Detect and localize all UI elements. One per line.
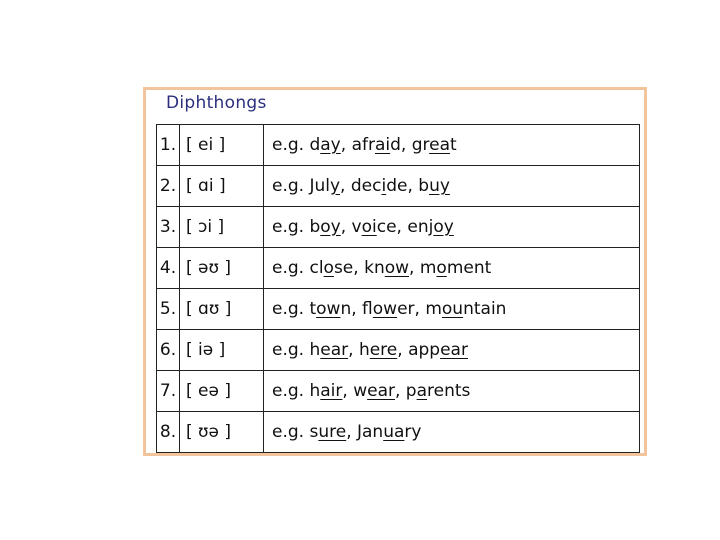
examples-cell: e.g. boy, voice, enjoy	[264, 207, 640, 248]
word-part: w	[353, 381, 368, 401]
underlined-letters: ou	[441, 299, 464, 319]
row-number: 4.	[157, 248, 180, 289]
word-part: se	[333, 258, 354, 278]
word-part: gr	[411, 135, 430, 155]
word-part: Jan	[357, 422, 384, 442]
example-word	[351, 176, 408, 196]
example-word	[408, 340, 468, 360]
word-part: dec	[350, 176, 382, 196]
underlined-letters: ear	[320, 340, 349, 360]
example-word	[418, 176, 450, 196]
word-part: cl	[309, 258, 324, 278]
eg-label: e.g.	[272, 299, 305, 319]
examples-cell: e.g. hair, wear, parents	[264, 371, 640, 412]
word-part: kn	[364, 258, 385, 278]
example-word	[309, 340, 348, 360]
word-part: b	[309, 217, 321, 237]
word-part: ry	[404, 422, 422, 442]
underlined-letters: oy	[433, 217, 454, 237]
diphthongs-table	[156, 124, 640, 453]
table-row	[157, 330, 640, 371]
example-word	[309, 176, 340, 196]
word-part: er	[397, 299, 415, 319]
underlined-letters: ow	[372, 299, 398, 319]
underlined-letters: oy	[320, 217, 341, 237]
row-number: 5.	[157, 289, 180, 330]
eg-label: e.g.	[272, 422, 305, 442]
example-word	[309, 258, 353, 278]
word-part: b	[418, 176, 430, 196]
example-word	[425, 299, 506, 319]
diphthongs-card	[143, 87, 647, 456]
examples-cell: e.g. hear, here, appear	[264, 330, 640, 371]
eg-label: e.g.	[272, 381, 305, 401]
phonetic-symbol: [ eə ]	[180, 371, 264, 412]
eg-label: e.g.	[272, 135, 305, 155]
word-part: afr	[351, 135, 375, 155]
word-part: ce	[376, 217, 397, 237]
underlined-letters: ow	[316, 299, 341, 319]
word-part: s	[309, 422, 319, 442]
underlined-letters: o	[323, 258, 334, 278]
word-part: h	[309, 340, 321, 360]
example-word	[407, 217, 453, 237]
word-part: h	[358, 340, 370, 360]
phonetic-symbol: [ əʊ ]	[180, 248, 264, 289]
word-part: rents	[427, 381, 471, 401]
phonetic-symbol: [ ɑi ]	[180, 166, 264, 207]
example-word	[309, 217, 340, 237]
underlined-letters: ere	[369, 340, 398, 360]
underlined-letters: a	[416, 381, 428, 401]
phonetic-symbol: [ iə ]	[180, 330, 264, 371]
word-part: ntain	[463, 299, 507, 319]
word-part: enj	[407, 217, 434, 237]
table-row	[157, 248, 640, 289]
row-number: 2.	[157, 166, 180, 207]
example-word	[352, 217, 397, 237]
word-part: m	[419, 258, 437, 278]
eg-label: e.g.	[272, 258, 305, 278]
underlined-letters: o	[436, 258, 447, 278]
example-word	[406, 381, 471, 401]
example-word	[309, 422, 346, 442]
underlined-letters: oi	[361, 217, 377, 237]
example-word	[420, 258, 491, 278]
underlined-letters: air	[320, 381, 343, 401]
row-number: 1.	[157, 125, 180, 166]
underlined-letters: ai	[374, 135, 391, 155]
word-part: p	[405, 381, 417, 401]
examples-cell: e.g. close, know, moment	[264, 248, 640, 289]
underlined-letters: uy	[429, 176, 450, 196]
word-part: t	[450, 135, 457, 155]
table-row	[157, 289, 640, 330]
example-word	[357, 422, 421, 442]
examples-cell: e.g. sure, January	[264, 412, 640, 453]
word-part: d	[309, 135, 321, 155]
table-row	[157, 412, 640, 453]
table-row	[157, 166, 640, 207]
word-part: de	[386, 176, 408, 196]
page-title: Diphthongs	[166, 93, 267, 113]
word-part: app	[408, 340, 441, 360]
word-part: m	[425, 299, 442, 319]
eg-label: e.g.	[272, 217, 305, 237]
example-word	[412, 135, 457, 155]
examples-cell: e.g. day, afraid, great	[264, 125, 640, 166]
word-part: n	[340, 299, 352, 319]
underlined-letters: ua	[383, 422, 405, 442]
phonetic-symbol: [ ʊə ]	[180, 412, 264, 453]
underlined-letters: ear	[440, 340, 468, 360]
example-word	[362, 299, 414, 319]
word-part: d	[390, 135, 401, 155]
example-word	[364, 258, 409, 278]
word-part: v	[351, 217, 362, 237]
phonetic-symbol: [ ei ]	[180, 125, 264, 166]
word-part: t	[309, 299, 317, 319]
word-part: h	[309, 381, 321, 401]
underlined-letters: ure	[318, 422, 347, 442]
example-word	[309, 135, 340, 155]
example-word	[309, 381, 342, 401]
underlined-letters: ay	[320, 135, 341, 155]
underlined-letters: ear	[367, 381, 395, 401]
example-word	[309, 299, 351, 319]
row-number: 7.	[157, 371, 180, 412]
underlined-letters: i	[381, 176, 387, 196]
examples-cell: e.g. town, flower, mountain	[264, 289, 640, 330]
underlined-letters: y	[329, 176, 341, 196]
example-word	[353, 381, 395, 401]
phonetic-symbol: [ ɑʊ ]	[180, 289, 264, 330]
word-part: ment	[446, 258, 492, 278]
word-part: fl	[362, 299, 373, 319]
example-word	[352, 135, 401, 155]
phonetic-symbol: [ ɔi ]	[180, 207, 264, 248]
examples-cell: e.g. July, decide, buy	[264, 166, 640, 207]
underlined-letters: ow	[384, 258, 410, 278]
row-number: 6.	[157, 330, 180, 371]
table-body	[157, 125, 640, 453]
table-row	[157, 371, 640, 412]
row-number: 8.	[157, 412, 180, 453]
word-part: Jul	[309, 176, 330, 196]
row-number: 3.	[157, 207, 180, 248]
example-word	[359, 340, 397, 360]
eg-label: e.g.	[272, 176, 305, 196]
underlined-letters: ea	[429, 135, 451, 155]
table-row	[157, 125, 640, 166]
eg-label: e.g.	[272, 340, 305, 360]
table-row	[157, 207, 640, 248]
